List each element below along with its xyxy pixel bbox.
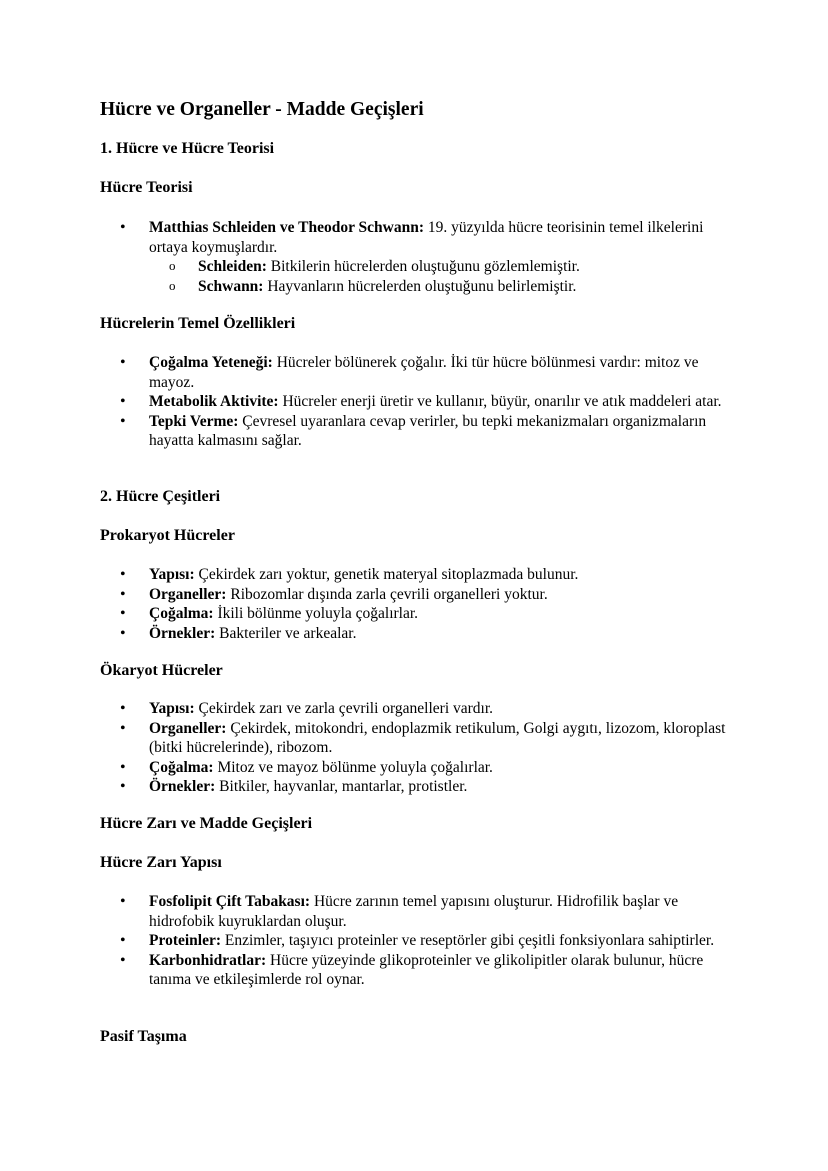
sub-list-item: [147, 277, 739, 297]
subheading-eukaryotic: Ökaryot Hücreler: [100, 662, 223, 679]
subheading-membrane-structure: Hücre Zarı Yapısı: [100, 854, 222, 871]
eukaryotic-list: [0, 699, 828, 797]
term-text: Enzimler, taşıyıcı proteinler ve reseptörler gibi çeşitli fonksiyonlara sahiptirler.: [221, 932, 715, 949]
term-text: Çevresel uyaranlara cevap verirler, bu tepki mekanizmaları organizmaların hayatta kalmasını sağlar.: [149, 412, 707, 449]
term-label: Örnekler:: [149, 778, 216, 795]
term-label: Metabolik Aktivite:: [149, 393, 279, 410]
list-item: [0, 585, 739, 605]
term-label: Yapısı:: [149, 700, 195, 717]
list-item: [0, 931, 739, 951]
term-label: Fosfolipit Çift Tabakası:: [149, 893, 311, 910]
subheading-prokaryotic: Prokaryot Hücreler: [100, 527, 235, 544]
term-text: Çekirdek, mitokondri, endoplazmik retikulum, Golgi aygıtı, lizozom, kloroplast (bitki hücrelerinde), ribozom.: [149, 719, 726, 756]
term-text: Çekirdek zarı ve zarla çevrili organelleri vardır.: [194, 700, 494, 717]
section-heading-cell-theory: 1. Hücre ve Hücre Teorisi: [100, 140, 275, 157]
term-label: Organeller:: [149, 585, 227, 603]
list-item: [0, 565, 739, 585]
document-title: Hücre ve Organeller - Madde Geçişleri: [100, 99, 424, 120]
term-text: Çekirdek zarı yoktur, genetik materyal sitoplazmada bulunur.: [194, 566, 579, 583]
term-label: Schleiden:: [198, 258, 267, 275]
term-text: Bitkilerin hücrelerden oluştuğunu gözlemlemiştir.: [266, 258, 580, 275]
cell-properties-list: [0, 353, 828, 451]
sub-list-item: [147, 257, 739, 277]
term-label: Çoğalma:: [149, 758, 214, 776]
list-item: [0, 892, 739, 931]
term-label: Örnekler:: [149, 624, 216, 642]
term-text: Mitoz ve mayoz bölünme yoluyla çoğalırlar.: [213, 758, 493, 776]
list-item: [0, 412, 739, 451]
term-text: Hücreler enerji üretir ve kullanır, büyür, onarılır ve atık maddeleri atar.: [278, 393, 722, 410]
term-text: Hücreler bölünerek çoğalır. İki tür hücre bölünmesi vardır: mitoz ve mayoz.: [149, 354, 699, 391]
subheading-cell-properties: Hücrelerin Temel Özellikleri: [100, 315, 296, 332]
subheading-cell-theory: Hücre Teorisi: [100, 179, 193, 196]
term-label: Schwann:: [198, 277, 264, 295]
term-text: 19. yüzyılda hücre teorisinin temel ilkelerini ortaya koymuşlardır.: [149, 219, 704, 256]
term-label: Matthias Schleiden ve Theodor Schwann:: [149, 219, 425, 236]
cell-theory-sublist: [149, 257, 739, 296]
subheading-passive-transport: Pasif Taşıma: [100, 1028, 187, 1045]
list-item: [0, 699, 739, 719]
list-item: [0, 392, 739, 412]
term-label: Çoğalma Yeteneği:: [149, 354, 273, 371]
term-label: Çoğalma:: [149, 605, 214, 622]
term-text: Hücre yüzeyinde glikoproteinler ve glikolipitler olarak bulunur, hücre tanıma ve etkileşimlerde rol oynar.: [149, 951, 704, 988]
prokaryotic-list: [0, 565, 828, 643]
term-label: Yapısı:: [149, 566, 195, 583]
term-text: Hayvanların hücrelerden oluştuğunu belirlemiştir.: [263, 277, 577, 295]
term-label: Tepki Verme:: [149, 412, 239, 430]
term-text: İkili bölünme yoluyla çoğalırlar.: [213, 605, 419, 622]
term-text: Bakteriler ve arkealar.: [215, 624, 357, 642]
term-label: Organeller:: [149, 719, 227, 737]
section-heading-cell-types: 2. Hücre Çeşitleri: [100, 488, 221, 505]
section-heading-membrane: Hücre Zarı ve Madde Geçişleri: [100, 815, 313, 832]
list-item: [0, 218, 739, 296]
term-text: Ribozomlar dışında zarla çevrili organelleri yoktur.: [226, 585, 548, 603]
term-text: Hücre zarının temel yapısını oluşturur. Hidrofilik başlar ve hidrofobik kuyruklardan oluşur.: [149, 893, 679, 930]
term-text: Bitkiler, hayvanlar, mantarlar, protistler.: [215, 778, 468, 795]
term-label: Karbonhidratlar:: [149, 951, 267, 969]
list-item: [0, 758, 739, 778]
list-item: [0, 951, 739, 990]
list-item: [0, 353, 739, 392]
cell-theory-list: [0, 218, 828, 296]
term-label: Proteinler:: [149, 932, 222, 949]
list-item: [0, 719, 739, 758]
list-item: [0, 624, 739, 644]
list-item: [0, 777, 739, 797]
list-item: [0, 604, 739, 624]
membrane-structure-list: [0, 892, 828, 990]
